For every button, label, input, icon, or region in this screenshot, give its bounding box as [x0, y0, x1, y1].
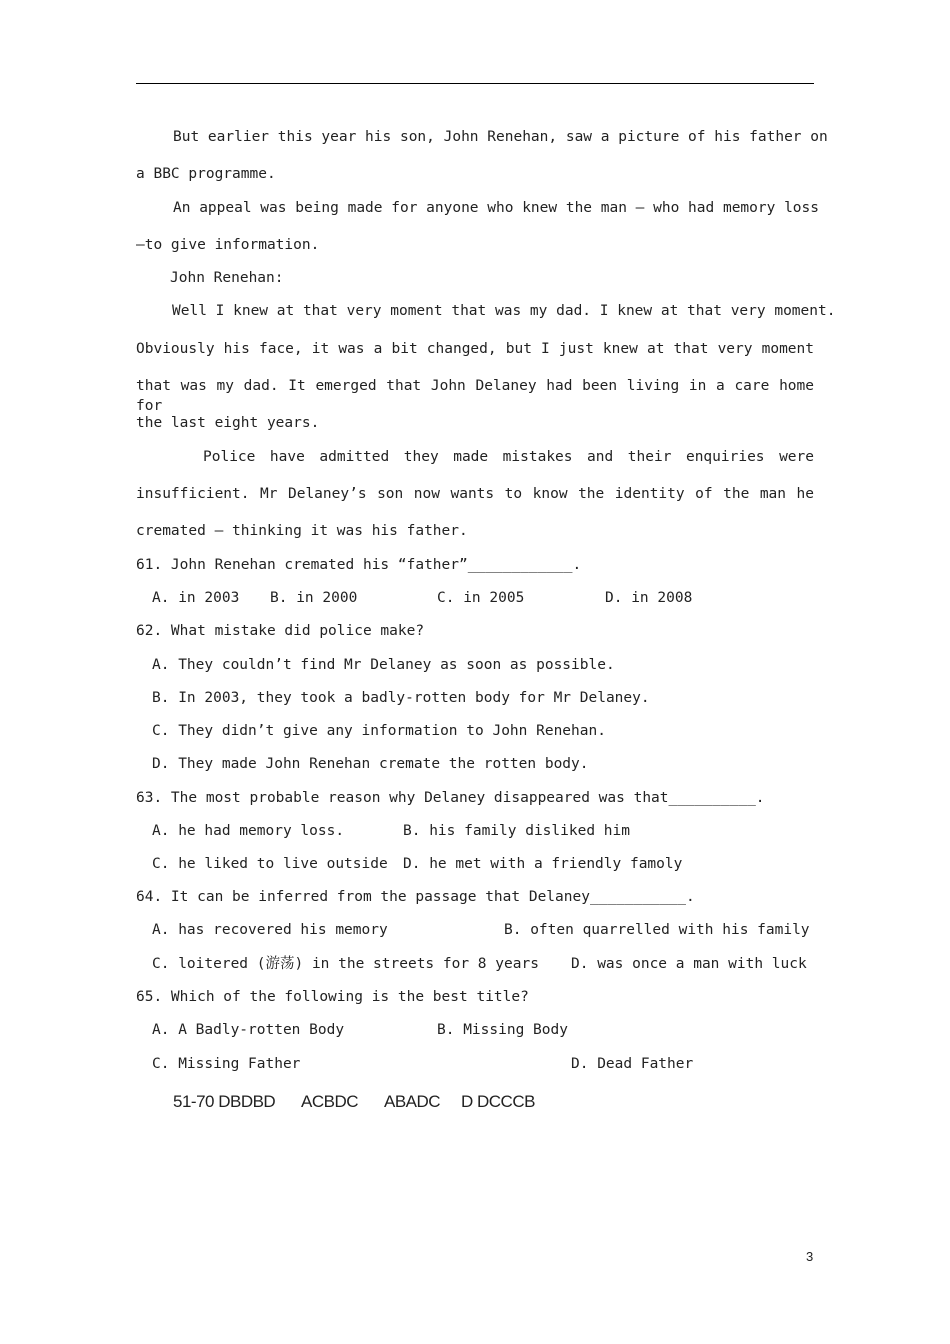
- question-stem: 62. What mistake did police make?: [136, 623, 425, 639]
- question-stem: 64. It can be inferred from the passage that Delaney___________.: [136, 889, 695, 905]
- passage-line: But earlier this year his son, John Renehan, saw a picture of his father on: [173, 129, 828, 145]
- option-a: A. in 2003: [152, 590, 240, 606]
- passage-line: that was my dad. It emerged that John Delaney had been living in a care home for: [136, 378, 814, 414]
- option-d: D. he met with a friendly famoly: [403, 856, 683, 872]
- page-number: 3: [806, 1249, 814, 1264]
- option-d: D. They made John Renehan cremate the rotten body.: [152, 756, 589, 772]
- option-c: C. Missing Father: [152, 1056, 301, 1072]
- option-d: D. was once a man with luck: [571, 956, 807, 972]
- option-a: A. has recovered his memory: [152, 922, 388, 938]
- option-c: C. he liked to live outside: [152, 856, 388, 872]
- option-a: A. he had memory loss.: [152, 823, 345, 839]
- question-stem: 63. The most probable reason why Delaney disappeared was that__________.: [136, 790, 765, 806]
- passage-line: a BBC programme.: [136, 166, 276, 182]
- option-b: B. his family disliked him: [403, 823, 630, 839]
- passage-line: the last eight years.: [136, 415, 320, 431]
- passage-line: An appeal was being made for anyone who knew the man — who had memory loss: [173, 200, 820, 216]
- speaker-label: John Renehan:: [170, 270, 284, 286]
- answer-key-group: ABADC: [384, 1092, 441, 1111]
- passage-line: Well I knew at that very moment that was my dad. I knew at that very moment.: [172, 303, 836, 319]
- passage-line: Police have admitted they made mistakes and their enquiries were: [203, 449, 814, 465]
- option-a: A. A Badly-rotten Body: [152, 1022, 345, 1038]
- question-stem: 61. John Renehan cremated his “father”____________.: [136, 557, 582, 573]
- passage-line: cremated — thinking it was his father.: [136, 523, 468, 539]
- option-a: A. They couldn’t find Mr Delaney as soon as possible.: [152, 657, 615, 673]
- option-c: C. They didn’t give any information to John Renehan.: [152, 723, 606, 739]
- option-b: B. in 2000: [270, 590, 358, 606]
- header-rule: [136, 83, 814, 84]
- passage-line: Obviously his face, it was a bit changed, but I just knew at that very moment: [136, 341, 814, 357]
- option-b: B. often quarrelled with his family: [504, 922, 810, 938]
- option-b: B. Missing Body: [437, 1022, 568, 1038]
- passage-line: insufficient. Mr Delaney’s son now wants to know the identity of the man he: [136, 486, 814, 502]
- option-c: C. loitered (游荡) in the streets for 8 years: [152, 956, 539, 972]
- question-stem: 65. Which of the following is the best title?: [136, 989, 529, 1005]
- option-d: D. in 2008: [605, 590, 693, 606]
- answer-key-group: D DCCCB: [461, 1092, 535, 1111]
- option-d: D. Dead Father: [571, 1056, 694, 1072]
- answer-key: [173, 1091, 535, 1113]
- passage-line: —to give information.: [136, 237, 320, 253]
- answer-key-group: 51-70 DBDBD: [173, 1092, 276, 1111]
- option-c: C. in 2005: [437, 590, 525, 606]
- option-b: B. In 2003, they took a badly-rotten body for Mr Delaney.: [152, 690, 650, 706]
- answer-key-group: ACBDC: [301, 1092, 359, 1111]
